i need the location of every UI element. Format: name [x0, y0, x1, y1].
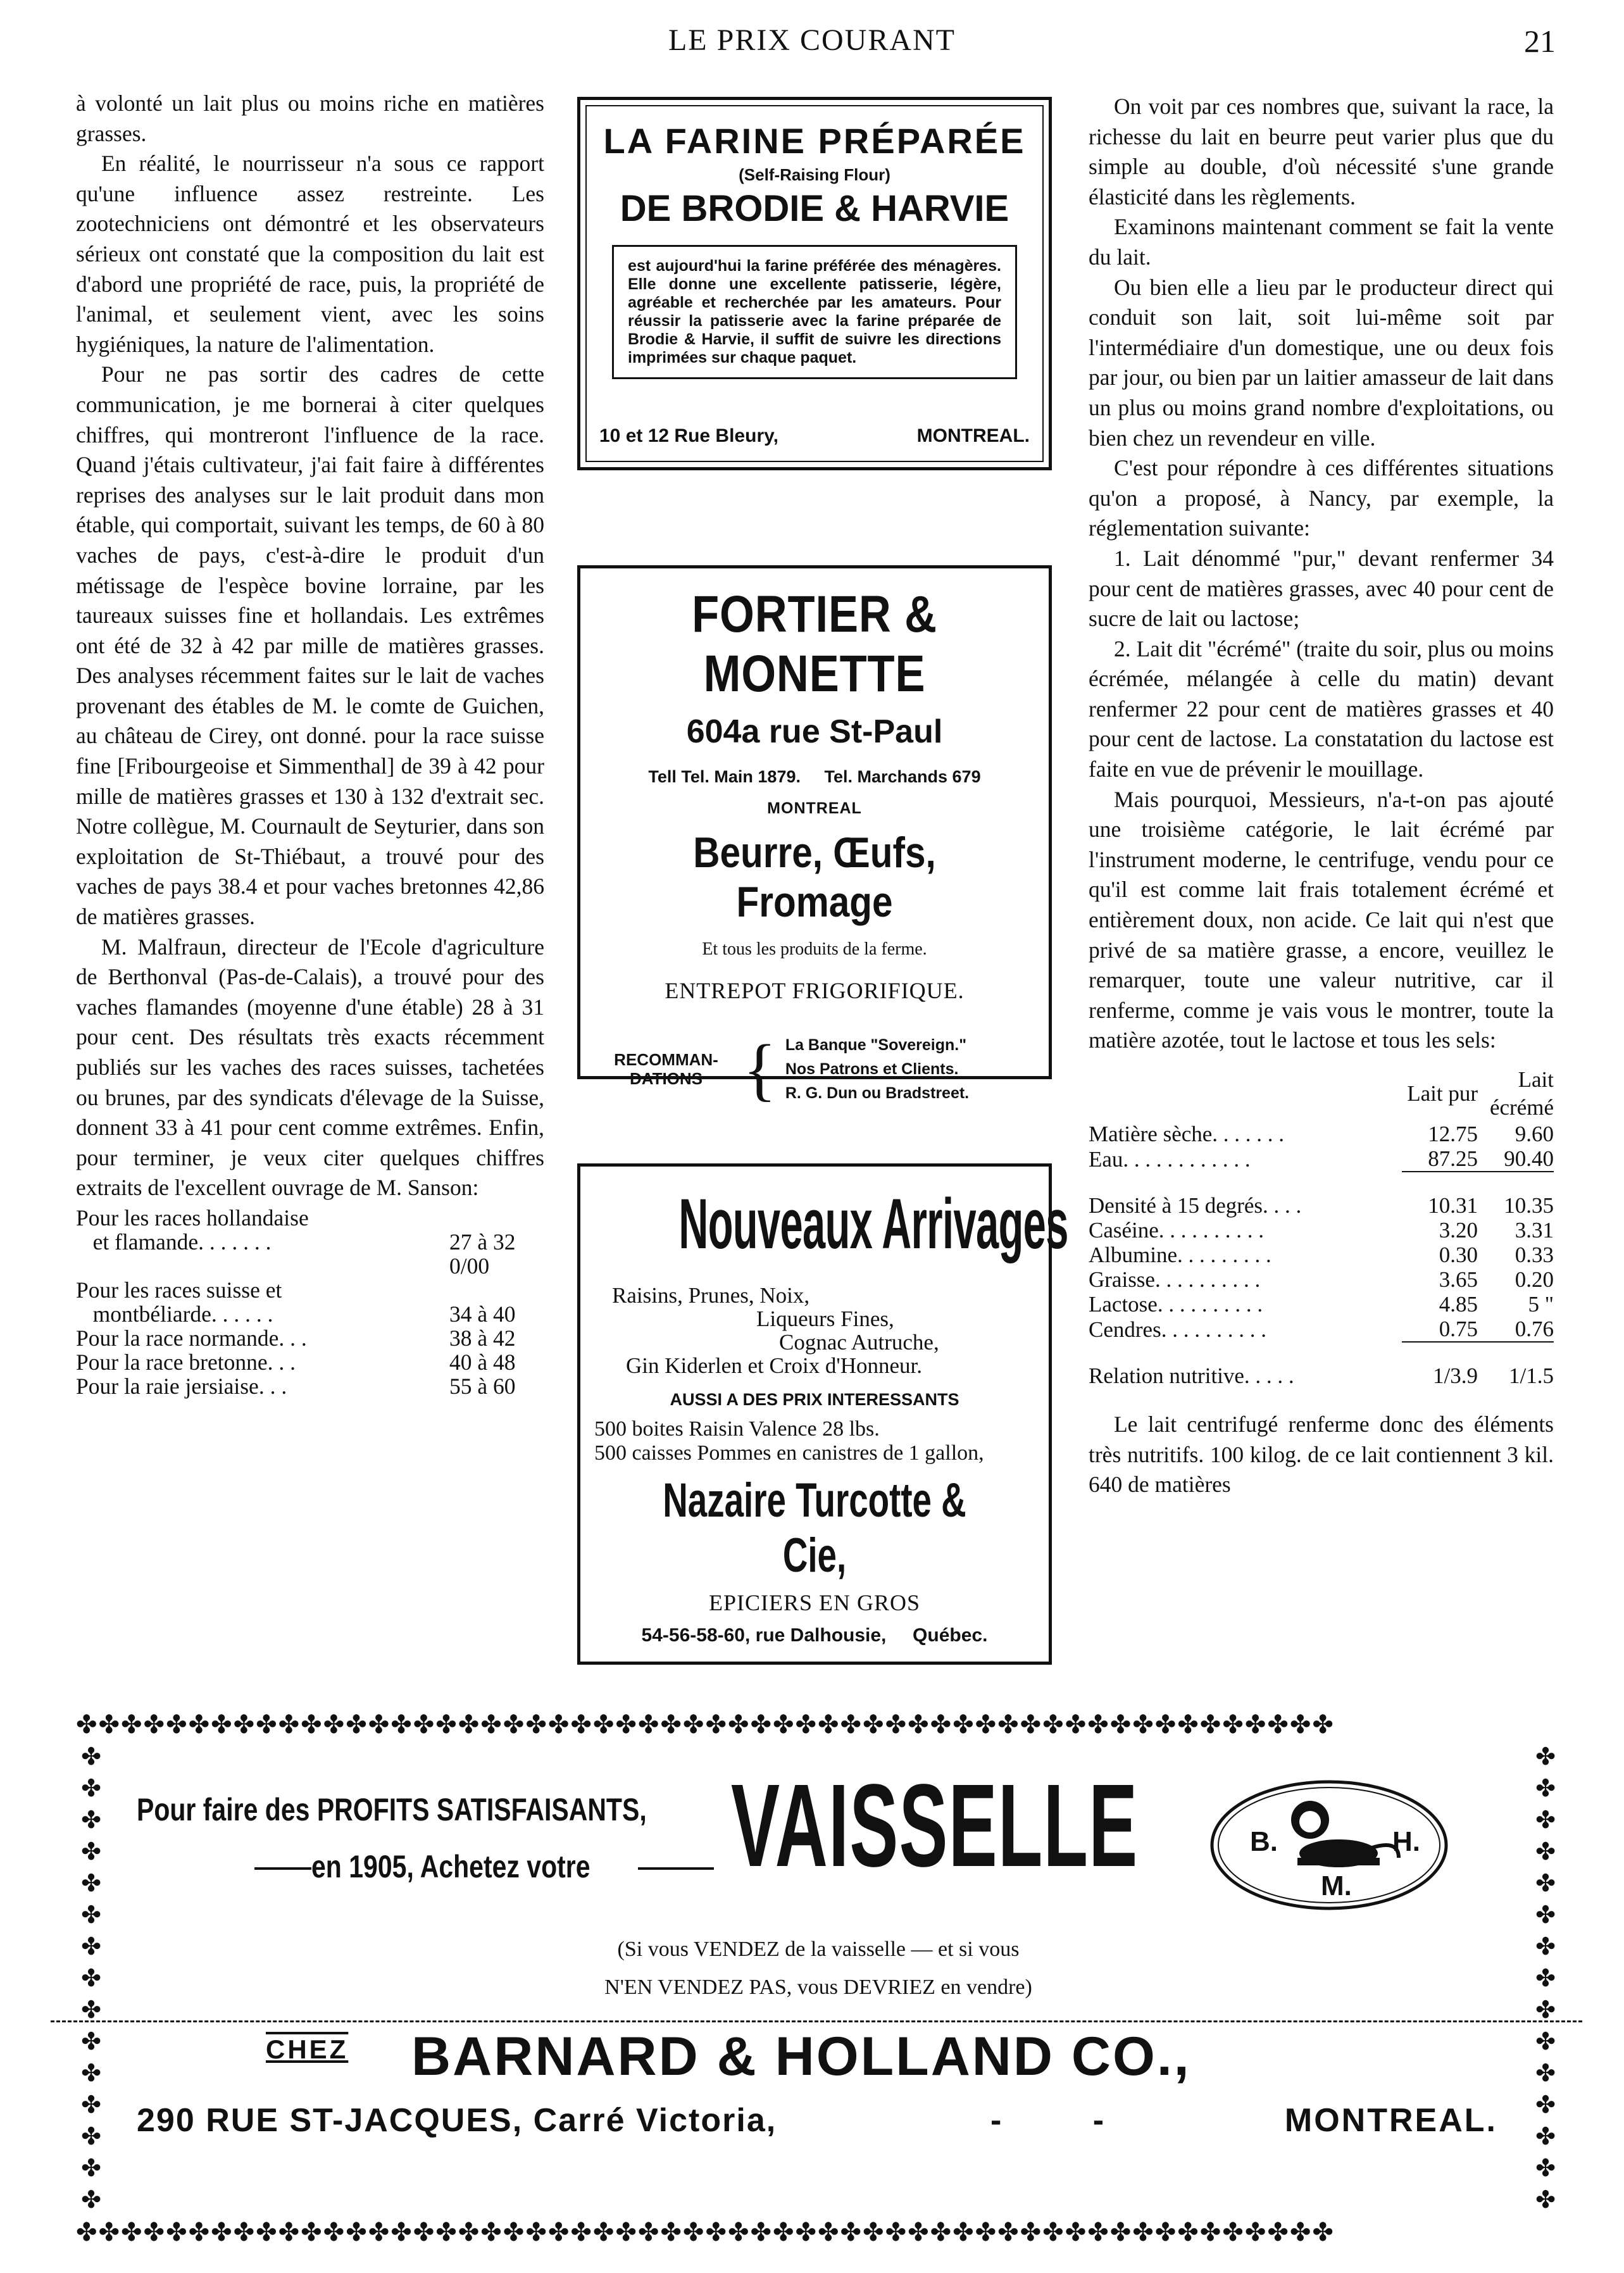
ad-footer: [599, 425, 1030, 447]
table-cell: Albumine. . . . . . . . .: [1089, 1243, 1271, 1267]
race-label: Pour les races hollandaise: [76, 1205, 309, 1230]
race-value: 27 à 32 0/00: [449, 1229, 516, 1279]
references-list: [785, 1033, 969, 1105]
paragraph: On voit par ces nombres que, suivant la race, la richesse du lait en beurre peut varier plus que du simple au double, d'où nécessité s'une grande élasticité dans les règlements.: [1089, 94, 1554, 210]
banner-dashes: - -: [990, 2102, 1104, 2139]
ornament-border-icon: ✤ ✤ ✤ ✤ ✤ ✤ ✤ ✤ ✤ ✤ ✤ ✤ ✤ ✤ ✤: [1535, 1743, 1556, 2214]
page-title: LE PRIX COURANT: [668, 23, 956, 57]
banner-line-1: Pour faire des PROFITS SATISFAISANTS,: [137, 1792, 647, 1827]
ad-subtitle: (Self-Raising Flour): [739, 165, 890, 184]
race-label: et flamande. . . . . . .: [76, 1229, 272, 1255]
table-cell: 12.75: [1428, 1122, 1478, 1146]
race-row: [76, 1350, 544, 1374]
table-cell: 1/3.9: [1433, 1363, 1478, 1388]
table-cell: 3.65: [1439, 1267, 1478, 1292]
table-row: [1089, 1292, 1554, 1317]
ad-address: 54-56-58-60, rue Dalhousie, Québec.: [641, 1625, 988, 1646]
reference-item: R. G. Dun ou Bradstreet.: [785, 1084, 970, 1102]
table-header: Lait écrémé: [1489, 1067, 1554, 1120]
ad-headline: LA FARINE PRÉPARÉE: [603, 121, 1026, 161]
dashed-divider: [51, 2020, 1582, 2022]
ad-address: 604a rue St-Paul: [686, 713, 943, 750]
table-cell: 3.20: [1439, 1218, 1478, 1243]
ad-firm-name: FORTIER & MONETTE: [692, 585, 937, 703]
logo-letter: M.: [1321, 1870, 1352, 1901]
table-row: [1089, 1218, 1554, 1243]
paragraph: Pour ne pas sortir des cadres de cette communication, je me bornerai à citer quelques chiffres, qui montreront l'influence de la race. Quand j'étais cultivateur, j'ai fait faire à différentes reprises des analyses sur le lait produit dans mon étable, qui comportait, suivant les temps, de 60 à 80 vaches de pays, c'est-à-dire le produit d'un métissage de l'espèce bovine lorraine, par les taureaux suisses fine et hollandais. Les extrêmes ont été de 32 à 42 par mille de matières grasses. Des analyses récemment faites sur le lait de vaches provenant des étables de M. le comte de Guichen, au château de Cirey, ont donné. pour la race suisse fine [Fribourgeoise et Simmenthal] de 39 à 42 pour mille de matières grasses et 130 à 132 d'extrait sec. Notre collègue, M. Cournault de Seyturier, dans son exploitation de St-Thiébaut, a trouvé pour des vaches de pays 38.4 et pour vaches bretonnes 42,86 de matières grasses.: [76, 361, 544, 930]
recommendations-label-line: RECOMMAN-: [614, 1050, 718, 1069]
recommendations-label-line: DATIONS: [629, 1069, 703, 1088]
ad-body-box: est aujourd'hui la farine préférée des ménagères. Elle donne une excellente patisserie, légère, agréable et recherchée par les amateurs. Pour réussir la patisserie avec la farine préparée de Brodie & Harvie, il suffit de suivre les directions imprimées sur chaque paquet.: [612, 245, 1017, 379]
table-cell: 4.85: [1439, 1292, 1478, 1317]
race-label: montbéliarde. . . . . .: [76, 1301, 273, 1327]
divider: [638, 1867, 714, 1870]
divider: [254, 1867, 311, 1870]
table-cell: Densité à 15 degrés. . . .: [1089, 1193, 1302, 1218]
table-header: [1089, 1066, 1402, 1122]
ad-city: MONTREAL.: [916, 425, 1030, 446]
paragraph: C'est pour répondre à ces différentes situations qu'on a proposé, à Nancy, par exemple, la réglementation suivante:: [1089, 455, 1554, 541]
race-label: Pour la race bretonne. . .: [76, 1349, 296, 1375]
race-value: 38 à 42: [449, 1325, 516, 1351]
table-row: [1089, 1146, 1554, 1172]
race-value: 34 à 40: [449, 1301, 516, 1327]
ad-address: 10 et 12 Rue Bleury,: [599, 425, 778, 446]
banner-barnard-holland: [76, 1709, 1561, 2248]
table-row: [1089, 1317, 1554, 1342]
ornament-border-icon: ✤✤✤✤✤✤✤✤✤✤✤✤✤✤✤✤✤✤✤✤✤✤✤✤✤✤✤✤✤✤✤✤✤✤✤✤✤✤✤✤✤✤✤✤✤✤✤✤✤✤✤✤✤✤✤✤: [76, 2218, 1335, 2247]
running-head: [0, 18, 1624, 68]
banner-address: 290 RUE ST-JACQUES, Carré Victoria,: [137, 2102, 777, 2139]
table-row: [1089, 1243, 1554, 1267]
table-cell: 0.30: [1439, 1243, 1478, 1267]
paragraph: Examinons maintenant comment se fait la vente du lait.: [1089, 214, 1554, 270]
table-header-row: [1089, 1066, 1554, 1122]
table-cell: 10.35: [1504, 1193, 1554, 1218]
table-cell: Lactose. . . . . . . . . .: [1089, 1292, 1263, 1317]
ornament-border-icon: ✤ ✤ ✤ ✤ ✤ ✤ ✤ ✤ ✤ ✤ ✤ ✤ ✤ ✤ ✤: [81, 1743, 101, 2214]
table-cell: Eau. . . . . . . . . . . .: [1089, 1146, 1251, 1172]
ad-warehouse: ENTREPOT FRIGORIFIQUE.: [665, 978, 965, 1003]
race-value: [449, 1206, 544, 1230]
table-cell: 0.75: [1402, 1317, 1478, 1342]
product-line: Gin Kiderlen et Croix d'Honneur.: [626, 1353, 923, 1378]
ad-phones: Tell Tel. Main 1879. Tel. Marchands 679: [648, 767, 981, 786]
table-cell: 5 ": [1528, 1292, 1554, 1317]
ad-firm-name: DE BRODIE & HARVIE: [620, 188, 1009, 229]
ad-offer: 500 caisses Pommes en canistres de 1 gallon,: [594, 1441, 984, 1465]
paragraph: Mais pourquoi, Messieurs, n'a-t-on pas ajouté une troisième catégorie, le lait écrémé par l'instrument moderne, le centrifuge, vendu pour ce qu'il est comme lait frais totalement écrémé et entièrement doux, non acide. Ce lait qui n'est que privé de sa matière grasse, a encore, veuillez le remarquer, toute une valeur nutritive, car il renferme, comme je vais vous le montrer, toute la matière azotée, tout le lactose et tous les sels:: [1089, 786, 1554, 1053]
left-column: [76, 89, 544, 1398]
paragraph: à volonté un lait plus ou moins riche en matières grasses.: [76, 91, 544, 146]
ad-fortier-monette: [577, 565, 1052, 1108]
table-cell: Graisse. . . . . . . . . .: [1089, 1267, 1261, 1292]
ad-product-list: [580, 1284, 1049, 1377]
ad-headline: Nouveaux Arrivages: [678, 1184, 1068, 1263]
table-row: [1089, 1193, 1554, 1218]
race-row: [76, 1206, 544, 1230]
banner-chez: CHEZ: [266, 2034, 349, 2064]
table-row: [1089, 1363, 1554, 1388]
paragraph: En réalité, le nourrisseur n'a sous ce rapport qu'une influence assez restreinte. Les zootechniciens ont démontré et les observateurs sérieux ont constaté que la composition du lait est d'abord une propriété de race, puis, la propriété de l'animal, et seulement vient, avec les soins hygiéniques, la nature de l'alimentation.: [76, 151, 544, 357]
product-line: Cognac Autruche,: [779, 1330, 939, 1355]
logo-letter: H.: [1392, 1826, 1420, 1857]
race-row: [76, 1278, 544, 1302]
race-row: [76, 1230, 544, 1278]
paragraph: M. Malfraun, directeur de l'Ecole d'agriculture de Berthonval (Pas-de-Calais), a trouvé pour des vaches flamandes (moyenne d'une étable) 28 à 31 pour cent. Des résultats très exacts récemment publiés sur les vaches des races suisses, tachetées ou brunes, par des syndicats d'élevage de la Suisse, donnent 33 à 41 pour cent comme extrêmes. Enfin, pour terminer, je veux citer quelques chiffres extraits de l'excellent ouvrage de M. Sanson:: [76, 934, 544, 1201]
table-cell: 0.20: [1515, 1267, 1554, 1292]
product-line: Raisins, Prunes, Noix,: [612, 1283, 810, 1308]
paragraph: Ou bien elle a lieu par le producteur direct qui conduit son lait, soit lui-même soit par l'intermédiaire d'un domestique, une ou deux fois par jour, ou bien par un laitier amasseur de lait dans un plus ou moins grand nombre d'exploitations, ou bien chez un revendeur en ville.: [1089, 274, 1554, 451]
reference-item: La Banque "Sovereign.": [785, 1036, 967, 1054]
paragraph: 1. Lait dénommé "pur," devant renfermer 34 pour cent de matières grasses, avec 40 pour cent de sucre de lait ou lactose;: [1089, 545, 1554, 632]
ad-trade: EPICIERS EN GROS: [708, 1590, 921, 1615]
brace-icon: {: [743, 1030, 777, 1108]
ad-products: Beurre, Œufs, Fromage: [693, 829, 936, 926]
race-value: [449, 1278, 544, 1302]
table-cell: Caséine. . . . . . . . . .: [1089, 1218, 1265, 1243]
table-row: [1089, 1267, 1554, 1292]
paragraph: Le lait centrifugé renferme donc des éléments très nutritifs. 100 kilog. de ce lait contiennent 3 kil. 640 de matières: [1089, 1412, 1554, 1498]
table-cell: 1/1.5: [1509, 1363, 1554, 1388]
recommendations-label: [598, 1050, 734, 1088]
ad-prices-note: AUSSI A DES PRIX INTERESSANTS: [670, 1390, 959, 1409]
banner-product: VAISSELLE: [731, 1760, 1139, 1891]
banner-note: (Si vous VENDEZ de la vaisselle — et si vous: [617, 1938, 1020, 1961]
table-cell: Cendres. . . . . . . . . .: [1089, 1317, 1266, 1342]
logo-letter: B.: [1250, 1826, 1278, 1857]
right-column: [1089, 92, 1554, 1500]
ad-turcotte: [577, 1163, 1068, 1665]
race-label: Pour la raie jersiaise. . .: [76, 1373, 287, 1399]
table-cell: 0.76: [1478, 1317, 1554, 1342]
product-line: Liqueurs Fines,: [756, 1306, 894, 1331]
table-spacer: [1089, 1172, 1554, 1193]
banner-city: MONTREAL.: [1284, 2102, 1497, 2139]
milk-composition-table: [1089, 1066, 1554, 1388]
race-row: [76, 1326, 544, 1350]
table-row: [1089, 1122, 1554, 1146]
ad-recommendations: [598, 1030, 1049, 1108]
table-spacer: [1089, 1342, 1554, 1363]
table-cell: 9.60: [1515, 1122, 1554, 1146]
paragraph: 2. Lait dit "écrémé" (traite du soir, plus ou moins écrémée, mélangée à celle du matin) devant renfermer 22 pour cent de matières grasses et 40 pour cent de lactose. La constatation du lactose est faite en vue de prévenir le mouillage.: [1089, 636, 1554, 782]
race-row: [76, 1374, 544, 1398]
page-number: 21: [1524, 23, 1556, 59]
banner-line-2: en 1905, Achetez votre: [311, 1849, 590, 1884]
table-cell: Relation nutritive. . . . .: [1089, 1363, 1294, 1388]
ad-inner-border: [585, 105, 1044, 462]
ad-offer: 500 boites Raisin Valence 28 lbs.: [594, 1417, 880, 1441]
table-cell: 10.31: [1428, 1193, 1478, 1218]
ad-products-sub: Et tous les produits de la ferme.: [702, 939, 927, 959]
race-value: 55 à 60: [449, 1373, 516, 1399]
table-cell: 0.33: [1515, 1243, 1554, 1267]
banner-note: N'EN VENDEZ PAS, vous DEVRIEZ en vendre): [604, 1976, 1032, 1999]
ad-city: MONTREAL: [767, 799, 862, 817]
race-label: Pour les races suisse et: [76, 1277, 282, 1303]
race-row: [76, 1302, 544, 1326]
table-header: Lait pur: [1407, 1081, 1478, 1106]
reference-item: Nos Patrons et Clients.: [785, 1060, 959, 1078]
race-value: 40 à 48: [449, 1349, 516, 1375]
banner-firm-name: BARNARD & HOLLAND CO.,: [411, 2026, 1191, 2087]
ad-firm-name: Nazaire Turcotte & Cie,: [663, 1474, 966, 1582]
race-label: Pour la race normande. . .: [76, 1325, 307, 1351]
ornament-border-icon: ✤✤✤✤✤✤✤✤✤✤✤✤✤✤✤✤✤✤✤✤✤✤✤✤✤✤✤✤✤✤✤✤✤✤✤✤✤✤✤✤✤✤✤✤✤✤✤✤✤✤✤✤✤✤✤✤: [76, 1710, 1335, 1739]
table-cell: 3.31: [1515, 1218, 1554, 1243]
ad-brodie-harvie: [577, 97, 1052, 470]
table-cell: Matière sèche. . . . . . .: [1089, 1122, 1285, 1146]
race-list: [76, 1206, 544, 1398]
table-cell: 90.40: [1478, 1146, 1554, 1172]
table-cell: 87.25: [1402, 1146, 1478, 1172]
